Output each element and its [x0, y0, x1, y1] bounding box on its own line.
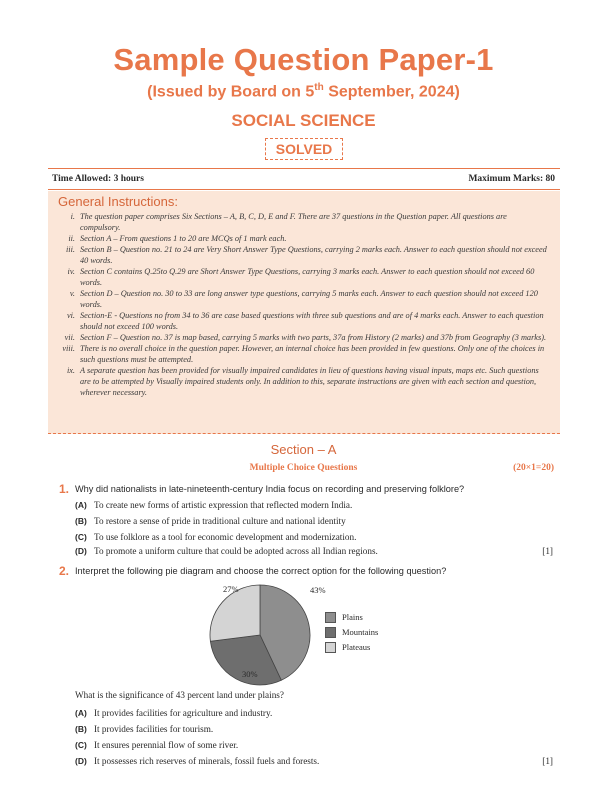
divider-meta: [48, 189, 560, 190]
paper-title: Sample Question Paper-1: [113, 42, 494, 77]
instruction-number: vii.: [64, 333, 75, 342]
instruction-number: v.: [69, 289, 75, 298]
instruction-item: [48, 343, 560, 365]
legend-item-plateaus: [325, 638, 371, 653]
solved-badge: SOLVED: [265, 138, 343, 160]
option-label: (B): [75, 724, 87, 734]
question-2-option-c: [75, 740, 238, 750]
instruction-text: Section F – Question no. 37 is map based, carrying 5 marks with two parts, 37a from History (2 marks) and 37b from Geography (3 marks).: [80, 333, 547, 342]
question-1-option-c: [75, 532, 356, 542]
legend-item-mountains: [325, 623, 379, 638]
issued-pre: (Issued by Board on 5: [147, 83, 315, 101]
option-label: (C): [75, 740, 87, 750]
instruction-text: Section B – Question no. 21 to 24 are Very Short Answer Type Questions, carrying 2 marks each. Answer to each question should not exceed 40 words.: [80, 245, 547, 265]
issued-line: [0, 82, 607, 101]
legend-swatch: [325, 642, 336, 653]
question-2-option-a: [75, 708, 272, 718]
instruction-number: viii.: [62, 344, 75, 353]
option-text: To promote a uniform culture that could be adopted across all Indian regions.: [94, 546, 378, 556]
instruction-number: i.: [70, 212, 75, 221]
question-1-option-b: [75, 516, 346, 526]
instruction-item: [48, 310, 560, 332]
legend-swatch: [325, 627, 336, 638]
legend-item-plains: [325, 608, 363, 623]
question-1-number: 1.: [59, 482, 70, 496]
section-subtitle: Multiple Choice Questions: [249, 463, 358, 473]
question-2-option-d: [75, 756, 319, 766]
legend-label: Mountains: [342, 627, 379, 638]
option-label: (A): [75, 500, 87, 510]
instruction-number: iii.: [66, 245, 75, 254]
divider-top: [48, 168, 560, 169]
general-instructions-title: General Instructions:: [58, 194, 178, 209]
instruction-item: [48, 233, 560, 244]
section-marks: (20×1=20): [513, 463, 554, 473]
pie-chart: [205, 580, 315, 690]
maximum-marks: Maximum Marks: 80: [468, 174, 555, 184]
question-2-option-b: [75, 724, 213, 734]
instruction-item: [48, 365, 560, 398]
time-allowed: Time Allowed: 3 hours: [52, 174, 144, 184]
instruction-number: ix.: [66, 366, 75, 375]
pie-label-mountains: 30%: [242, 669, 258, 679]
instruction-item: [48, 266, 560, 288]
instruction-text: Section D – Question no. 30 to 33 are long answer type questions, carrying 5 marks each. Answer to each question should not exceed 120 words.: [80, 289, 538, 309]
option-label: (A): [75, 708, 87, 718]
issued-sup: th: [314, 82, 324, 93]
option-text: To use folklore as a tool for economic development and modernization.: [94, 532, 357, 542]
general-instructions-box: [48, 191, 560, 434]
question-2-prompt: What is the significance of 43 percent land under plains?: [75, 690, 284, 700]
option-label: (D): [75, 546, 87, 556]
legend-label: Plateaus: [342, 642, 371, 653]
question-1-text: Why did nationalists in late-nineteenth-century India focus on recording and preserving folklore?: [75, 484, 465, 494]
question-1-option-d: [75, 546, 378, 556]
question-2-mark: [1]: [542, 756, 553, 766]
instruction-number: ii.: [68, 234, 75, 243]
legend-swatch: [325, 612, 336, 623]
option-label: (B): [75, 516, 87, 526]
instruction-text: Section A – From questions 1 to 20 are MCQs of 1 mark each.: [80, 234, 287, 243]
instruction-item: [48, 211, 560, 233]
option-text: It provides facilities for agriculture and industry.: [94, 708, 273, 718]
legend-label: Plains: [342, 612, 363, 623]
option-label: (D): [75, 756, 87, 766]
option-text: To create new forms of artistic expression that reflected modern India.: [94, 500, 353, 510]
question-1-option-a: [75, 500, 352, 510]
instruction-text: The question paper comprises Six Sections – A, B, C, D, E and F. There are 37 questions in the Question paper. All questions are compulsory.: [80, 212, 507, 232]
instruction-number: vi.: [66, 311, 75, 320]
instruction-item: [48, 332, 560, 343]
subject-title: SOCIAL SCIENCE: [231, 111, 376, 130]
question-1-mark: [1]: [542, 546, 553, 556]
instruction-text: Section C contains Q.25to Q.29 are Short Answer Type Questions, carrying 3 marks each. Answer to each question should not exceed 60 words.: [80, 267, 535, 287]
option-text: It ensures perennial flow of some river.: [94, 740, 239, 750]
instructions-list: [48, 211, 560, 398]
option-text: To restore a sense of pride in traditional culture and national identity: [94, 516, 346, 526]
option-label: (C): [75, 532, 87, 542]
instruction-text: There is no overall choice in the question paper. However, an internal choice has been provided in few questions. Only one of the choices in such questions must be attempted.: [80, 344, 545, 364]
instruction-item: [48, 288, 560, 310]
option-text: It possesses rich reserves of minerals, fossil fuels and forests.: [94, 756, 320, 766]
instruction-item: [48, 244, 560, 266]
instruction-text: Section-E - Questions no from 34 to 36 are case based questions with three sub questions and are of 4 marks each. Answer to each question should not exceed 100 words.: [80, 311, 544, 331]
instruction-text: A separate question has been provided for visually impaired candidates in lieu of questions having visual inputs, maps etc. Such questions are to be attempted by Visually impaired students only. In addition to this, separate instructions are given with each section and question, wherever necessary.: [80, 366, 539, 397]
question-2-text: Interpret the following pie diagram and choose the correct option for the following question?: [75, 566, 447, 576]
instruction-number: iv.: [67, 267, 75, 276]
pie-label-plateaus: 27%: [223, 584, 239, 594]
issued-post: September, 2024): [323, 83, 460, 101]
option-text: It provides facilities for tourism.: [94, 724, 214, 734]
question-2-number: 2.: [59, 564, 70, 578]
section-title: Section – A: [270, 442, 337, 457]
pie-label-plains: 43%: [310, 585, 326, 595]
